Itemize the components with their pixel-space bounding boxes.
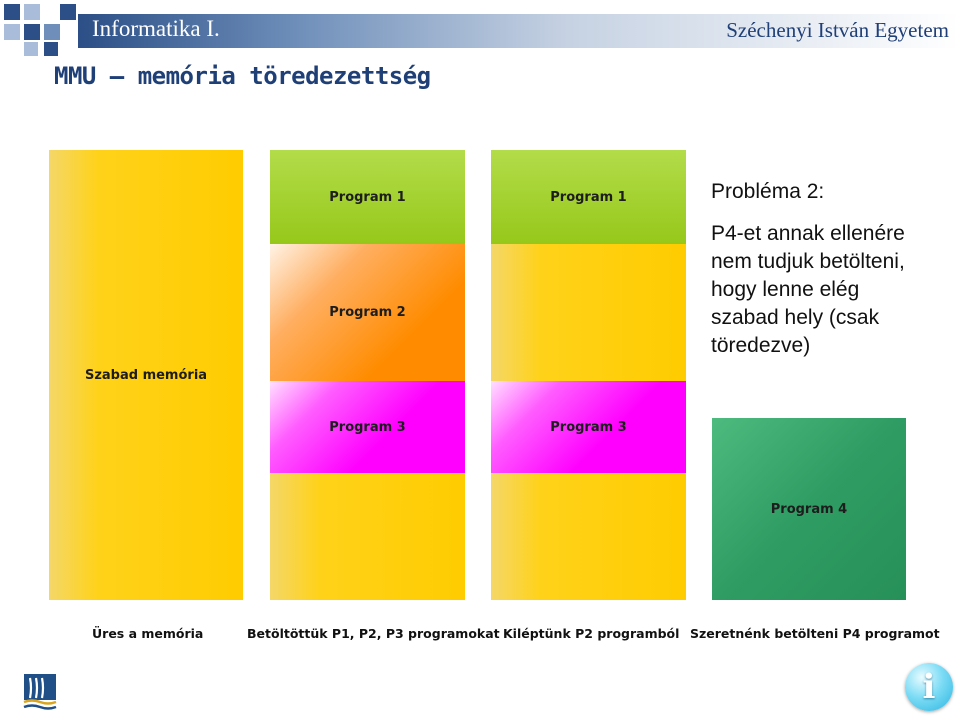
- problem-heading: Probléma 2:: [711, 180, 825, 203]
- memory-column-loaded: [270, 150, 465, 600]
- problem-line: P4-et annak ellenére: [711, 222, 905, 245]
- course-title: Informatika I.: [92, 16, 220, 41]
- program-1-block: [270, 150, 465, 244]
- header-logo-squares: [0, 0, 80, 58]
- free-memory-block: [491, 473, 686, 600]
- block-label: Program 3: [550, 419, 627, 435]
- info-icon: i: [922, 667, 936, 707]
- problem-line: szabad hely (csak: [711, 306, 880, 329]
- university-logo-icon: [22, 672, 58, 712]
- block-label: Program 4: [770, 501, 848, 517]
- caption-loaded: Betöltöttük P1, P2, P3 programokat: [247, 626, 500, 641]
- caption-p2-exited: Kiléptünk P2 programból: [503, 626, 680, 641]
- memory-column-p2-exited: [491, 150, 686, 600]
- block-label: Program 3: [329, 419, 406, 435]
- problem-line: hogy lenne elég: [711, 278, 860, 301]
- free-memory-gap-block: [491, 244, 686, 381]
- program-2-block: [270, 244, 465, 381]
- program-4-block: [712, 418, 906, 600]
- problem-body: [711, 220, 951, 360]
- slide-title: MMU – memória töredezettség: [54, 62, 431, 90]
- program-4-column: [712, 418, 906, 600]
- free-memory-block: [49, 150, 243, 600]
- problem-line: nem tudjuk betölteni,: [711, 250, 905, 273]
- block-label: Program 1: [329, 189, 406, 205]
- block-label: Program 1: [550, 189, 627, 205]
- info-button[interactable]: [905, 663, 953, 711]
- program-3-block: [491, 381, 686, 473]
- memory-column-empty: [49, 150, 243, 600]
- university-name: Széchenyi István Egyetem: [726, 18, 949, 42]
- program-3-block: [270, 381, 465, 473]
- problem-line: töredezve): [711, 334, 811, 357]
- problem-text: [711, 180, 951, 360]
- block-label: Szabad memória: [84, 367, 208, 383]
- caption-empty: Üres a memória: [92, 626, 204, 641]
- program-1-block: [491, 150, 686, 244]
- free-memory-block: [270, 473, 465, 600]
- caption-p4-load: Szeretnénk betölteni P4 programot: [690, 626, 940, 641]
- block-label: Program 2: [329, 305, 406, 320]
